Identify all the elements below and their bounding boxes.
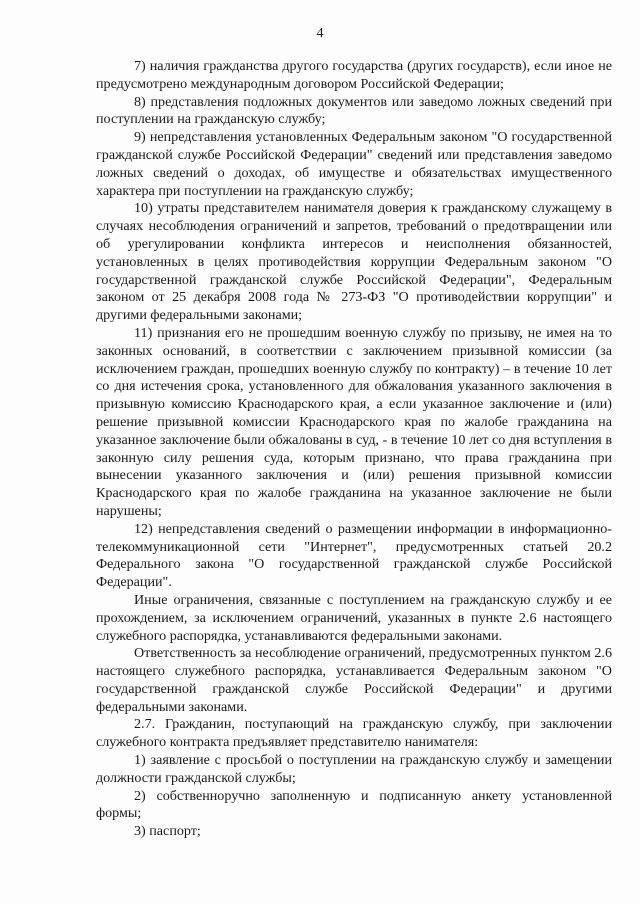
paragraph-doc-2: 2) собственноручно заполненную и подписанную анкету установленной формы; <box>96 787 612 822</box>
paragraph-item-7: 7) наличия гражданства другого государства (других государств), если иное не предусмотрено международным договором Российской Федерации; <box>96 58 612 92</box>
paragraph-section-2-7: 2.7. Гражданин, поступающий на гражданскую службу, при заключении служебного контракта предъявляет представителю нанимателя: <box>96 716 612 751</box>
paragraph-other-restrictions: Иные ограничения, связанные с поступлением на гражданскую службу и ее прохождением, за исключением ограничений, указанных в пункте 2.6 настоящего служебного распорядка, устанавливаются федеральными законами. <box>96 591 612 644</box>
document-body <box>96 58 612 841</box>
paragraph-item-12: 12) непредставления сведений о размещении информации в информационно-телекоммуникационной сети "Интернет", предусмотренных статьей 20.2 Федерального закона "О государственной гражданской службе Российской Федерации". <box>96 520 612 591</box>
paragraph-doc-1: 1) заявление с просьбой о поступлении на гражданскую службу и замещении должности гражданской службы; <box>96 752 612 786</box>
paragraph-item-11: 11) признания его не прошедшим военную службу по призыву, не имея на то законных оснований, в соответствии с заключением призывной комиссии (за исключением граждан, прошедших военную службу по контракту) – в течение 10 лет со дня истечения срока, установленного для обжалования указанного заключения в призывную комиссию Краснодарского края, а если указанное заключение и (или) решение призывной комиссии Краснодарского края по жалобе гражданина на указанное заключение были обжалованы в суд, - в течение 10 лет со дня вступления в законную силу решения суда, которым признано, что права гражданина при вынесении указанного заключения и (или) решения призывной комиссии Краснодарского края по жалобе гражданина на указанное заключение не были нарушены; <box>96 324 612 519</box>
paragraph-doc-3: 3) паспорт; <box>134 823 201 840</box>
page-number: 4 <box>316 26 324 41</box>
paragraph-liability: Ответственность за несоблюдение ограничений, предусмотренных пунктом 2.6 настоящего служебного распорядка, устанавливается Федеральным законом "О государственной гражданской службе Российской Федерации" и другими федеральными законами. <box>96 645 612 715</box>
paragraph-item-10: 10) утраты представителем нанимателя доверия к гражданскому служащему в случаях несоблюдения ограничений и запретов, требований о предотвращении или об урегулировании конфликта интересов и неисполнения обязанностей, установленных в целях противодействия коррупции Федеральным законом "О государственной гражданской службе Российской Федерации", Федеральным законом от 25 декабря 2008 года № 273-ФЗ "О противодействии коррупции" и другими федеральными законами; <box>96 200 612 324</box>
paragraph-item-9: 9) непредставления установленных Федеральным законом "О государственной гражданской службе Российской Федерации" сведений или представления заведомо ложных сведений о доходах, об имуществе и обязательствах имущественного характера при поступлении на гражданскую службу; <box>96 129 612 199</box>
paragraph-item-8: 8) представления подложных документов или заведомо ложных сведений при поступлении на гражданскую службу; <box>96 93 612 128</box>
